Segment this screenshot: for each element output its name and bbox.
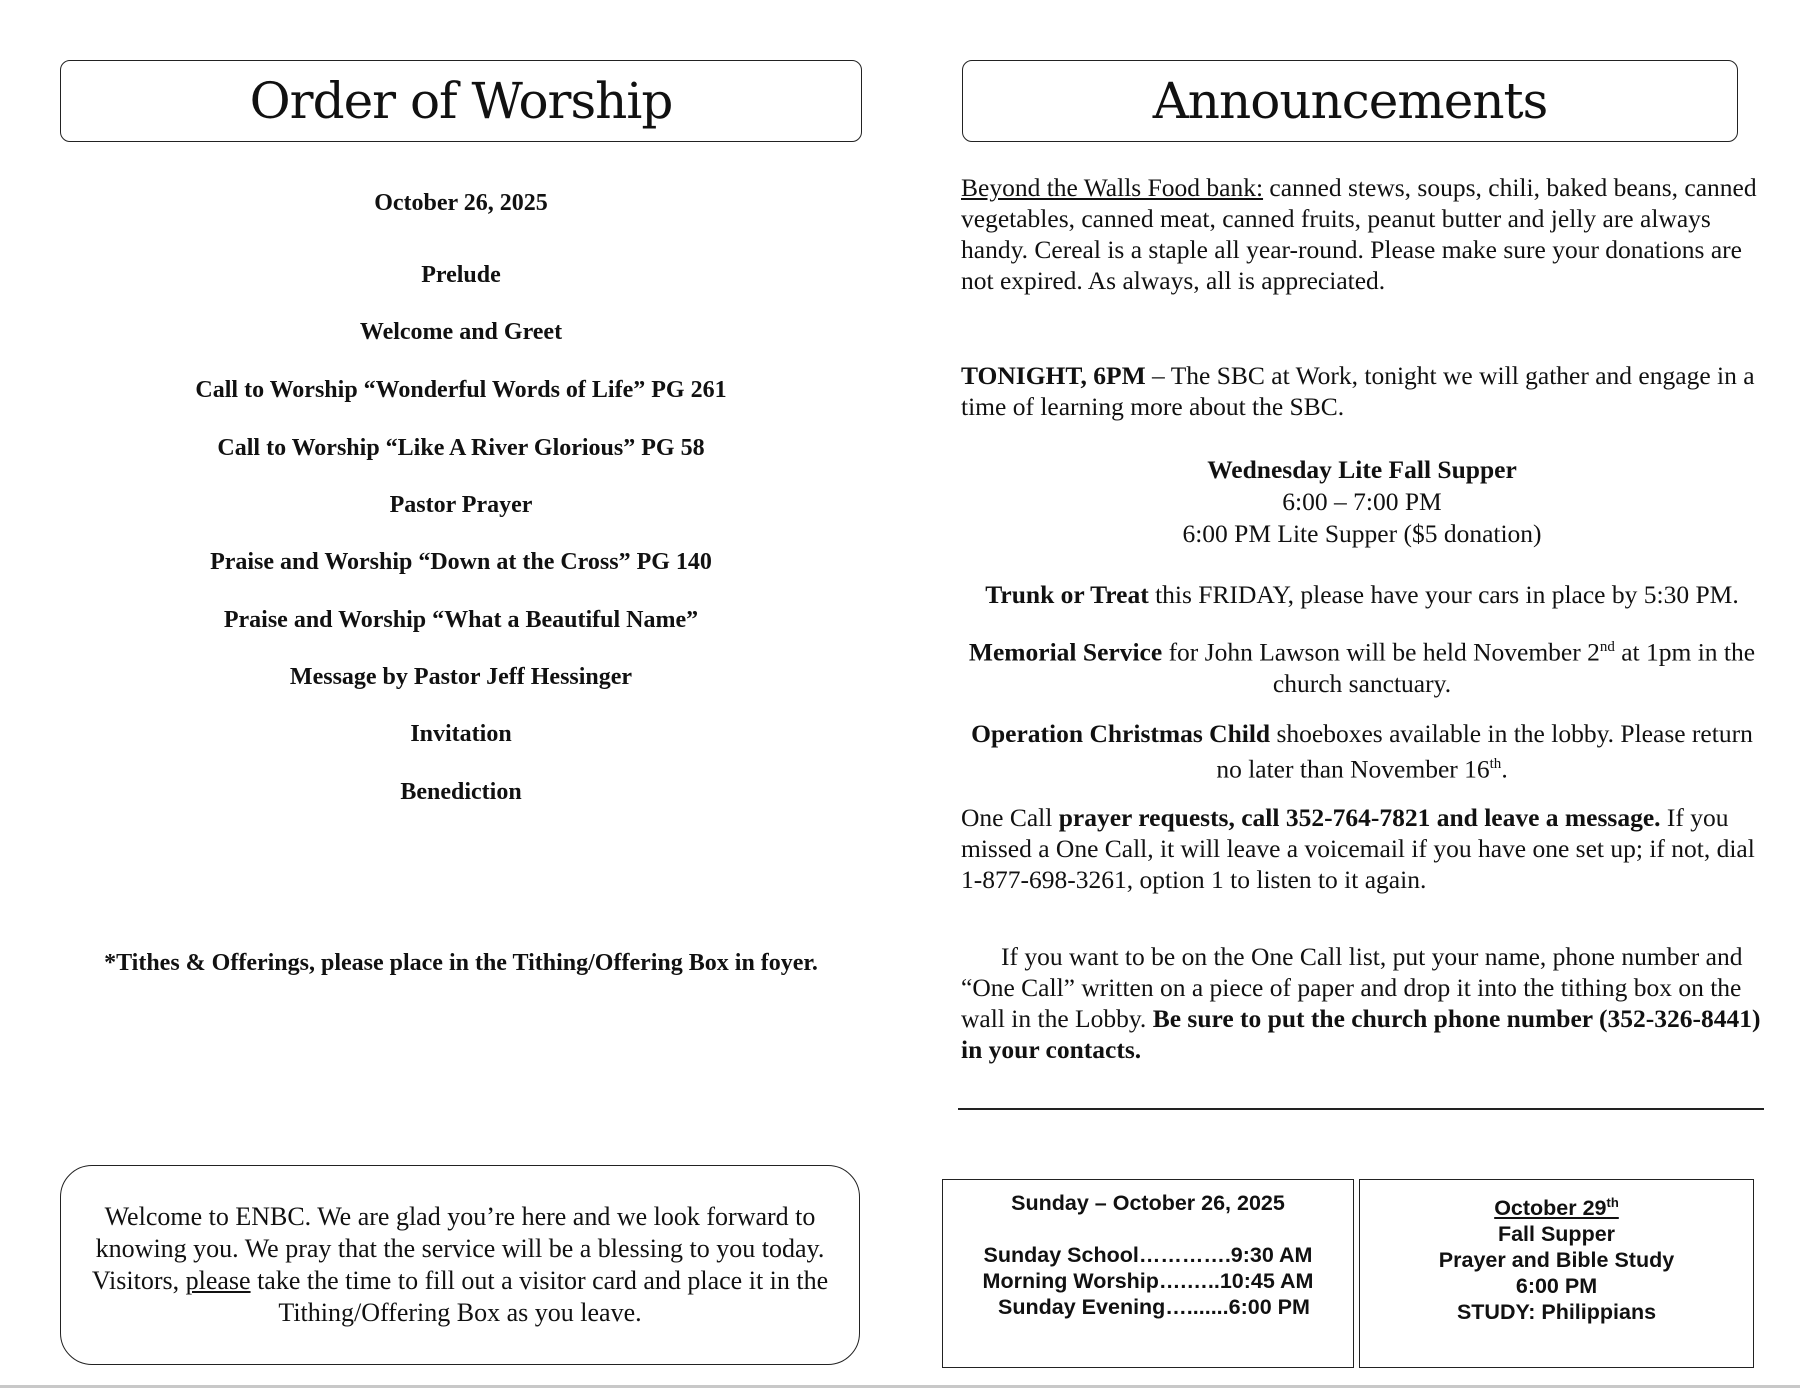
order-item-praise-1: Praise and Worship “Down at the Cross” PG 140 [210,549,712,575]
order-item-pastor-prayer: Pastor Prayer [389,492,533,518]
midweek-schedule-box [1359,1179,1754,1368]
midweek-line-supper: Fall Supper [1497,1222,1616,1247]
page-bottom-border [0,1385,1800,1388]
supper-announcement [961,454,1763,550]
foodbank-announcement: Beyond the Walls Food bank: canned stews, soups, chili, baked beans, canned vegetables, canned meat, canned fruits, peanut butter and jelly are always handy. Cereal is a staple all year-round. Please make sure your donations are not expired. As always, all is appreciated. [961,173,1757,295]
tithes-note: *Tithes & Offerings, please place in the Tithing/Offering Box in foyer. [104,950,818,976]
foodbank-label: Beyond the Walls Food bank: [961,173,1264,202]
supper-time: 6:00 – 7:00 PM [1282,487,1442,516]
order-item-benediction: Benediction [400,779,522,805]
service-date: October 26, 2025 [374,190,548,216]
supper-detail: 6:00 PM Lite Supper ($5 donation) [1182,519,1542,548]
memorial-announcement: Memorial Service for John Lawson will be held November 2nd at 1pm in the church sanctuary. [968,637,1756,698]
midweek-line-study: STUDY: Philippians [1456,1300,1657,1325]
announcements-title: Announcements [962,60,1738,142]
order-item-call-to-worship-2: Call to Worship “Like A River Glorious” PG 58 [217,435,705,461]
order-item-invitation: Invitation [410,721,512,747]
schedule-row-morning-worship: Morning Worship….…..10:45 AM [982,1269,1314,1293]
tonight-label: TONIGHT, 6PM [961,361,1146,390]
order-item-message: Message by Pastor Jeff Hessinger [289,664,633,690]
order-of-worship-title: Order of Worship [60,60,862,142]
order-item-call-to-worship-1: Call to Worship “Wonderful Words of Life” PG 261 [195,377,727,403]
divider-line [958,1108,1764,1110]
order-item-prelude: Prelude [421,262,501,288]
schedule-heading: Sunday – October 26, 2025 [1011,1191,1285,1215]
one-call-list-announcement: If you want to be on the One Call list, put your name, phone number and “One Call” written on a piece of paper and drop it into the tithing box on the wall in the Lobby. Be sure to put the church phone number (352-326-8441) in your contacts. [961,942,1761,1064]
christmas-child-announcement: Operation Christmas Child shoeboxes available in the lobby. Please return no later than November 16th. [971,719,1753,784]
order-item-praise-2: Praise and Worship “What a Beautiful Name” [223,607,699,633]
midweek-line-prayer: Prayer and Bible Study [1438,1248,1675,1273]
welcome-text: Welcome to ENBC. We are glad you’re here and we look forward to knowing you. We pray that the service will be a blessing to you today. Visitors, please take the time to fill out a visitor card and place it in the Tithing/Offering Box as you leave. [91,1202,829,1327]
one-call-announcement: One Call prayer requests, call 352-764-7821 and leave a message. If you missed a One Call, it will leave a voicemail if you have one set up; if not, dial 1-877-698-3261, option 1 to listen to it again. [961,803,1755,894]
tonight-announcement: TONIGHT, 6PM – The SBC at Work, tonight we will gather and engage in a time of learning more about the SBC. [961,361,1755,421]
sunday-schedule-box [942,1179,1354,1368]
order-item-welcome: Welcome and Greet [359,319,563,345]
trunk-or-treat-announcement: Trunk or Treat this FRIDAY, please have your cars in place by 5:30 PM. [985,580,1739,609]
schedule-row-sunday-school: Sunday School………….9:30 AM [983,1243,1313,1267]
schedule-row-sunday-evening: Sunday Evening….......6:00 PM [986,1295,1310,1319]
supper-title: Wednesday Lite Fall Supper [1207,455,1517,484]
welcome-box [60,1165,860,1365]
midweek-date: October 29th [1494,1195,1619,1221]
please-underlined: please [185,1266,251,1295]
midweek-line-time: 6:00 PM [1515,1274,1598,1299]
